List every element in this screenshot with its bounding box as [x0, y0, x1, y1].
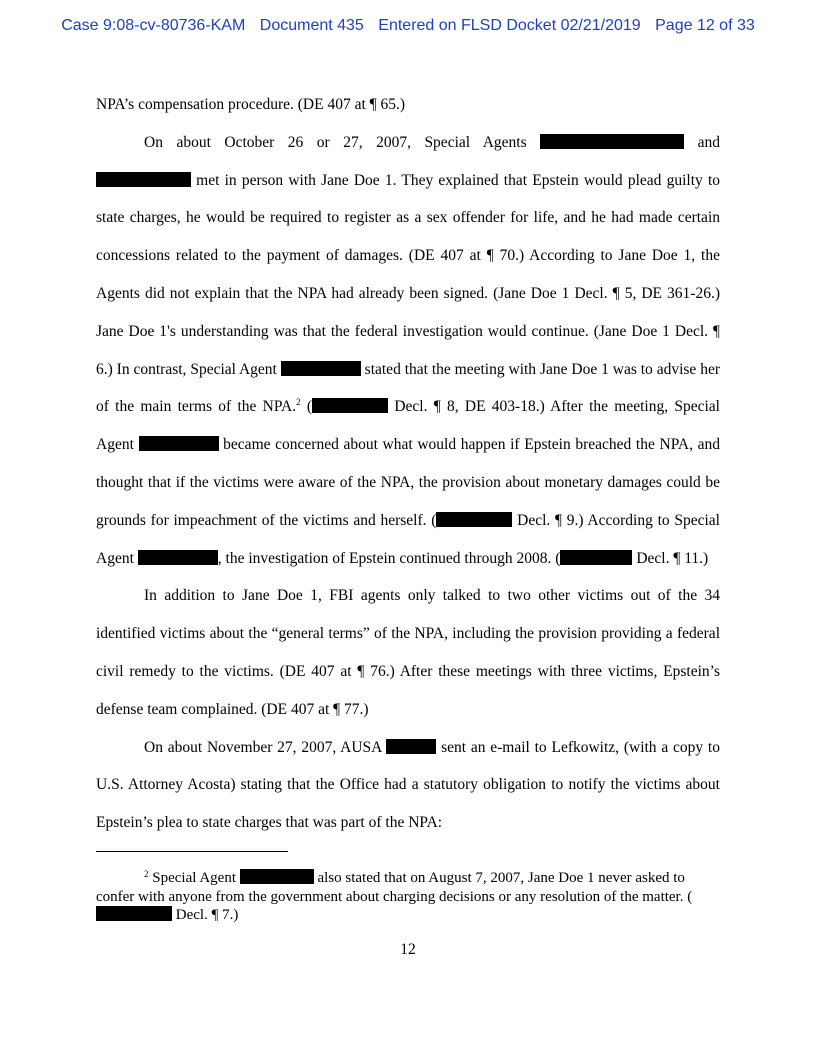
- redaction-box: [240, 869, 314, 884]
- redaction-box: [312, 398, 388, 413]
- document-number: Document 435: [259, 17, 364, 34]
- case-number: Case 9:08-cv-80736-KAM: [61, 17, 246, 34]
- text-run: sent an e-mail to Lefkowitz, (with a copy to U.S. Attorney Acosta) stating that the Office had a statutory obligation to notify the victims about Epstein’s plea to state charges that was part of the NPA:: [96, 738, 720, 832]
- text-run: Special Agent: [148, 870, 240, 886]
- page-count: Page 12 of 33: [655, 17, 755, 34]
- page-number: 12: [400, 941, 416, 958]
- redaction-box: [436, 512, 512, 527]
- paragraph-3: In addition to Jane Doe 1, FBI agents only talked to two other victims out of the 34 identified victims about the “general terms” of the NPA, including the provision providing a federal civil remedy to the victims. (DE 407 at ¶ 76.) After these meetings with three victims, Epstein’s defense team complained. (DE 407 at ¶ 77.): [96, 587, 720, 718]
- redaction-box: [139, 436, 219, 451]
- footnote-mark: 2: [144, 869, 149, 879]
- text-run: Decl. ¶ 11.): [632, 549, 709, 567]
- footnote-divider: [96, 851, 288, 852]
- text-run: became concerned about what would happen if Epstein breached the NPA, and thought that if the victims were aware of the NPA, the provision about monetary damages could be grounds for impeachment of the victims and herself. (: [96, 436, 720, 529]
- text-run: and: [684, 133, 721, 151]
- redaction-box: [560, 550, 632, 565]
- text-run: also stated that on August 7, 2007, Jane Doe 1 never asked to confer with anyone from the government about charging decisions or any resolution of the matter. (: [96, 870, 693, 905]
- footnote-2: [96, 869, 720, 925]
- document-body: [96, 86, 720, 842]
- paragraph-2: [96, 124, 720, 578]
- entered-date: Entered on FLSD Docket 02/21/2019: [378, 17, 641, 34]
- text-run: , the investigation of Epstein continued through 2008. (: [217, 549, 561, 567]
- text-run: On about November 27, 2007, AUSA: [144, 738, 387, 756]
- text-run: Decl. ¶ 8, DE 403-18.) After the meeting, Special Agent: [96, 398, 720, 454]
- redaction-box: [281, 361, 361, 376]
- paragraph-1: NPA’s compensation procedure. (DE 407 at ¶ 65.): [96, 96, 406, 113]
- text-run: stated that the meeting with Jane Doe 1 was to advise her of the main terms of the NPA.: [96, 360, 720, 416]
- text-run: On about October 26 or 27, 2007, Special Agents: [144, 133, 541, 151]
- redaction-box: [96, 906, 172, 921]
- paragraph-4: [96, 729, 720, 842]
- footnote: [96, 869, 720, 925]
- text-run: Decl. ¶ 9.) According to Special Agent: [96, 511, 720, 567]
- docket-header: [0, 17, 816, 35]
- redaction-box: [386, 739, 436, 754]
- text-run: (: [300, 398, 313, 416]
- footnote-reference: 2: [296, 397, 301, 408]
- text-run: Decl. ¶ 7.): [172, 907, 239, 923]
- redaction-box: [540, 134, 684, 149]
- redaction-box: [138, 550, 218, 565]
- redaction-box: [96, 172, 191, 187]
- text-run: met in person with Jane Doe 1. They explained that Epstein would plead guilty to state charges, he would be required to register as a sex offender for life, and he had made certain concessions related to the payment of damages. (DE 407 at ¶ 70.) According to Jane Doe 1, the Agents did not explain that the NPA had already been signed. (Jane Doe 1 Decl. ¶ 5, DE 361-26.) Jane Doe 1's understanding was that the federal investigation would continue. (Jane Doe 1 Decl. ¶ 6.) In contrast, Special Agent: [96, 171, 720, 378]
